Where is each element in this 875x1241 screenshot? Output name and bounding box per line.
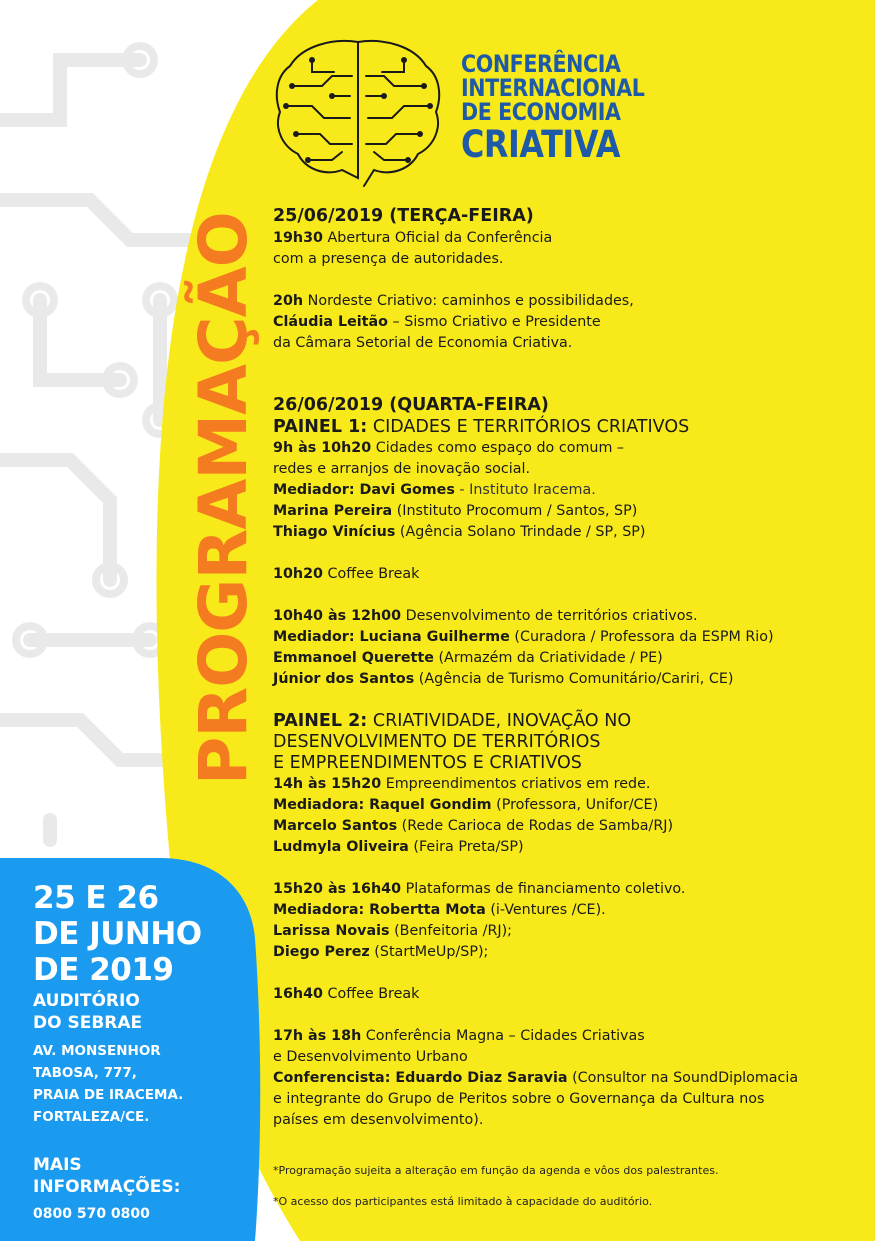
programacao-vertical-title: PROGRAMAÇÃO [185,212,262,785]
session1-mediator [273,480,863,501]
more-info-label [33,1154,202,1198]
session2 [273,606,863,627]
panel-text: CIDADES E TERRITÓRIOS CRIATIVOS [367,417,690,437]
panel1-title [273,417,863,438]
panelist-org: (Benfeitoria /RJ); [389,923,512,939]
time-label: 10h20 [273,566,323,582]
speaker-org: (Consultor na SoundDiplomacia [567,1070,799,1086]
session-text: Cidades como espaço do comum – [371,440,625,456]
session3-panelist2 [273,837,863,858]
session3-panelist1 [273,816,863,837]
session1-panelist1 [273,501,863,522]
time-label: 9h às 10h20 [273,440,372,456]
panelist-name: Diego Perez [273,944,370,960]
session3 [273,774,863,795]
item-text: Abertura Oficial da Conferência [322,230,553,246]
item-text: Nordeste Criativo: caminhos e possibilidades, [303,293,634,309]
panelist-org: (Feira Preta/SP) [408,839,524,855]
session5-line2: e Desenvolvimento Urbano [273,1049,468,1065]
session4 [273,879,863,900]
speaker-name: Cláudia Leitão [273,314,388,330]
break-text: Coffee Break [322,566,420,582]
event-address [33,1040,202,1128]
panelist-name: Emmanoel Querette [273,650,434,666]
time-label: 19h30 [273,230,323,246]
program-schedule [273,205,863,1131]
day1-item2-line3: da Câmara Setorial de Economia Criativa. [273,335,573,351]
day1-item1 [273,228,863,249]
time-label: 10h40 às 12h00 [273,608,402,624]
addr-line2: TABOSA, 777, [33,1065,137,1081]
mediator-org: (Professora, Unifor/CE) [491,797,659,813]
panelist-name: Marina Pereira [273,503,393,519]
event-date-line1: 25 E 26 [33,880,159,916]
panel-label: PAINEL 1: [273,417,368,437]
session5-speaker [273,1068,863,1089]
panel-label: PAINEL 2: [273,711,368,731]
mediator-org: - Instituto Iracema. [454,482,596,498]
logo-line-2: INTERNACIONAL [461,74,645,102]
panelist-org: (Rede Carioca de Rodas de Samba/RJ) [397,818,674,834]
session4-panelist1 [273,921,863,942]
speaker-name: Conferencista: Eduardo Diaz Saravia [273,1070,568,1086]
session3-mediator [273,795,863,816]
session-text: Plataformas de financiamento coletivo. [401,881,686,897]
footnote-capacity: *O acesso dos participantes está limitado à capacidade do auditório. [273,1195,653,1208]
day1-item2-speaker [273,312,863,333]
mediator-name: Mediador: Davi Gomes [273,482,455,498]
coffee-break-1 [273,564,863,585]
phone-number: 0800 570 0800 [33,1206,150,1222]
day2-title: 26/06/2019 (QUARTA-FEIRA) [273,395,549,415]
conference-logo-text [461,50,674,166]
mediator-org: (Curadora / Professora da ESPM Rio) [509,629,774,645]
mediator-name: Mediadora: Robertta Mota [273,902,486,918]
panelist-org: (Agência Solano Trindade / SP, SP) [395,524,646,540]
time-label: 15h20 às 16h40 [273,881,402,897]
panel2-title-line2: DESENVOLVIMENTO DE TERRITÓRIOS [273,732,601,752]
session1-line2: redes e arranjos de inovação social. [273,461,531,477]
addr-line4: FORTALEZA/CE. [33,1109,150,1125]
panel2-title-line3: E EMPREENDIMENTOS E CRIATIVOS [273,753,582,773]
panel2-title [273,711,863,732]
event-info [33,880,202,1224]
event-place [33,990,202,1034]
session5-line5: países em desenvolvimento). [273,1112,484,1128]
panelist-name: Larissa Novais [273,923,390,939]
event-date-line3: DE 2019 [33,952,174,988]
time-label: 20h [273,293,304,309]
break-text: Coffee Break [322,986,420,1002]
panelist-name: Thiago Vinícius [273,524,396,540]
session5-line4: e integrante do Grupo de Peritos sobre o Governança da Cultura nos [273,1091,765,1107]
session-text: Conferência Magna – Cidades Criativas [361,1028,645,1044]
session-text: Empreendimentos criativos em rede. [381,776,651,792]
place-line1: AUDITÓRIO [33,991,140,1011]
mediator-org: (i-Ventures /CE). [485,902,606,918]
logo-line-4: CRIATIVA [461,123,621,166]
addr-line1: AV. MONSENHOR [33,1043,161,1059]
mediator-name: Mediador: Luciana Guilherme [273,629,510,645]
addr-line3: PRAIA DE IRACEMA. [33,1087,184,1103]
logo-line-1: CONFERÊNCIA [461,50,621,78]
place-line2: DO SEBRAE [33,1013,143,1033]
panel-text: CRIATIVIDADE, INOVAÇÃO NO [367,711,632,731]
day1-item1-line2: com a presença de autoridades. [273,251,504,267]
session4-mediator [273,900,863,921]
session5 [273,1026,863,1047]
footnote-schedule-change: *Programação sujeita a alteração em função da agenda e vôos dos palestrantes. [273,1164,719,1177]
panelist-name: Ludmyla Oliveira [273,839,409,855]
circuit-brain-icon [272,36,444,192]
day1-title: 25/06/2019 (TERÇA-FEIRA) [273,206,534,226]
time-label: 14h às 15h20 [273,776,382,792]
panelist-name: Júnior dos Santos [273,671,415,687]
more-line1: MAIS [33,1155,82,1175]
mediator-name: Mediadora: Raquel Gondim [273,797,492,813]
panelist-org: (Agência de Turismo Comunitário/Cariri, CE) [414,671,734,687]
event-date-line2: DE JUNHO [33,916,202,952]
panelist-org: (Instituto Procomum / Santos, SP) [392,503,638,519]
speaker-role: – Sismo Criativo e Presidente [388,314,601,330]
session4-panelist2 [273,942,863,963]
more-line2: INFORMAÇÕES: [33,1177,181,1197]
time-label: 16h40 [273,986,323,1002]
session1 [273,438,863,459]
session2-panelist1 [273,648,863,669]
panelist-org: (StartMeUp/SP); [369,944,489,960]
logo-line-3: DE ECONOMIA [461,98,621,126]
session2-mediator [273,627,863,648]
panelist-name: Marcelo Santos [273,818,398,834]
session1-panelist2 [273,522,863,543]
time-label: 17h às 18h [273,1028,362,1044]
session2-panelist2 [273,669,863,690]
coffee-break-2 [273,984,863,1005]
session-text: Desenvolvimento de territórios criativos. [401,608,698,624]
day1-item2 [273,291,863,312]
panelist-org: (Armazém da Criatividade / PE) [433,650,663,666]
